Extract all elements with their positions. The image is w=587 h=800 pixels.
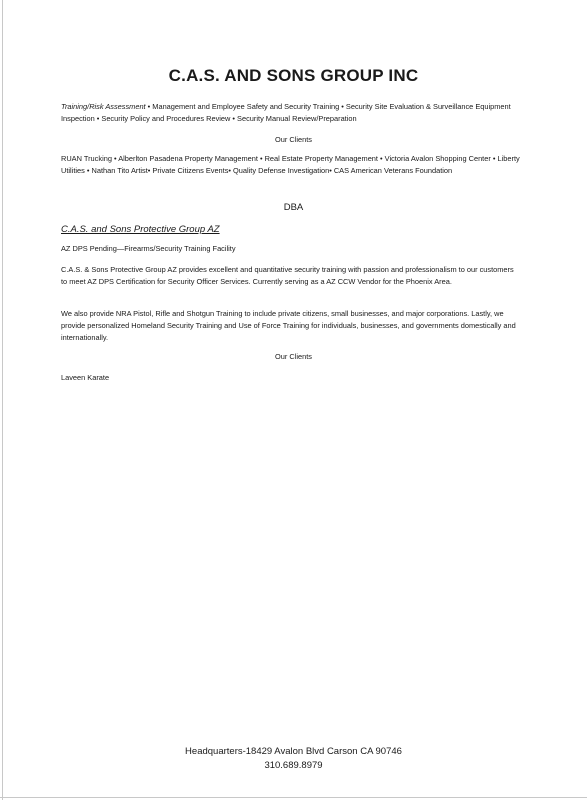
clients-heading: Our Clients	[275, 135, 312, 144]
dba-label: DBA	[283, 202, 304, 213]
description-paragraph-1: C.A.S. & Sons Protective Group AZ provides excellent and quantitative security training with passion and professionalism to our customers to meet AZ DPS Certification for Security Officer Services. Currently serving as a AZ CCW Vendor for the Phoenix Area.	[61, 265, 514, 286]
clients-list-2: Laveen Karate	[61, 373, 110, 382]
dba-name: C.A.S. and Sons Protective Group AZ	[61, 224, 220, 235]
company-title: C.A.S. AND SONS GROUP INC	[168, 66, 419, 85]
footer-address: Headquarters-18429 Avalon Blvd Carson CA 90746	[185, 746, 402, 757]
scan-edge-bottom	[0, 797, 587, 798]
clients-heading-2: Our Clients	[275, 352, 312, 361]
services-list: • Management and Employee Safety and Security Training • Security Site Evaluation & Surveillance Equipment Inspection • Security Policy and Procedures Review • Security Manual Review/Preparation	[61, 102, 511, 123]
scan-edge-left	[2, 0, 3, 800]
services-paragraph	[61, 101, 521, 125]
az-status: AZ DPS Pending—Firearms/Security Training Facility	[61, 244, 236, 253]
footer-phone: 310.689.8979	[264, 760, 323, 771]
description-paragraph-2: We also provide NRA Pistol, Rifle and Shotgun Training to include private citizens, small businesses, and major corporations. Lastly, we provide personalized Homeland Security Training and Use of Force Training for individuals, businesses, and governments domestically and internationally.	[61, 309, 516, 342]
clients-list: RUAN Trucking • Alberlton Pasadena Property Management • Real Estate Property Management • Victoria Avalon Shopping Center • Liberty Utilities • Nathan Tito Artist• Private Citizens Events• Quality Defense Investigation• CAS American Veterans Foundation	[61, 154, 520, 175]
services-lead: Training/Risk Assessment	[61, 102, 146, 111]
